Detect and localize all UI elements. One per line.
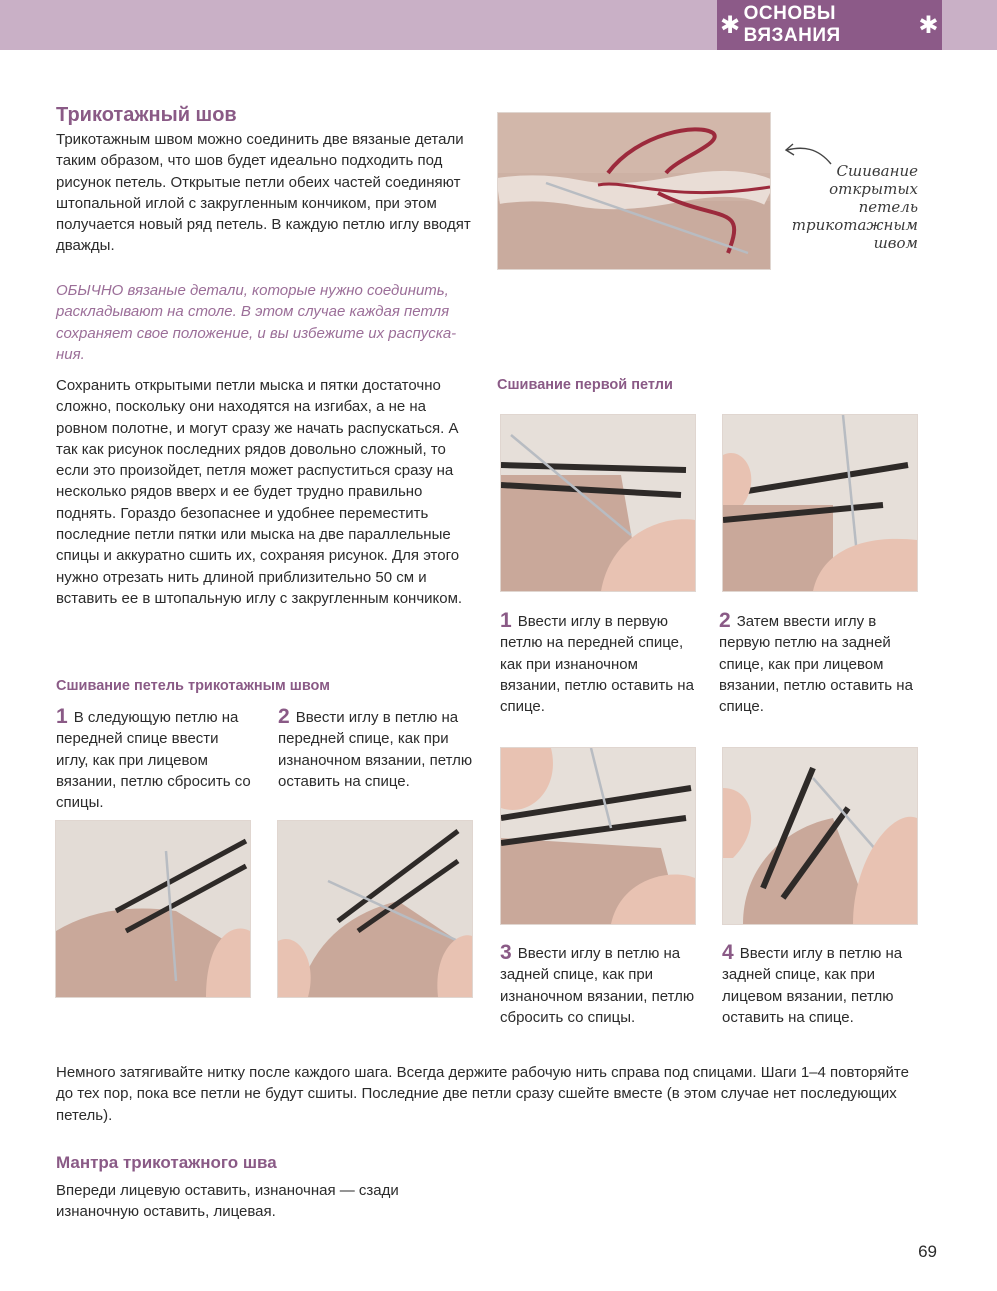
- step-right-3: [500, 942, 700, 1028]
- closing-paragraph: Немного затягивайте нитку после каждого шага. Всегда держите рабочую нить справа под спицами. Шаги 1–4 повторяйте до тех пор, пока все петли не будут сшиты. Последние две петли сразу сшейте вместе (в этом случае нет последующих петель).: [56, 1064, 909, 1124]
- intro-paragraph: Трикотажным швом можно соединить две вязаные детали таким образом, что шов будет идеально подходить под рисунок петель. Открытые петли обеих частей соединяют штопальной иглой с закругленным кончиком, при этом получается новый ряд петель. В каждую петлю иглу вводят дважды.: [56, 131, 471, 255]
- page-number: 69: [918, 1242, 937, 1261]
- step-text: Ввести иглу в петлю на задней спице, как при изнаночном вязании, петлю сбросить со спицы.: [500, 945, 695, 1026]
- step-left-1: [56, 706, 251, 813]
- step-number: 1: [500, 609, 512, 632]
- section-title: ОСНОВЫ ВЯЗАНИЯ: [743, 3, 841, 46]
- photo-right-step-1: [500, 414, 696, 592]
- step-left-2: [278, 706, 473, 792]
- photo-left-step-2: [277, 820, 473, 998]
- mantra-heading: Мантра трикотажного шва: [56, 1153, 277, 1172]
- body-paragraph: Сохранить открытыми петли мыска и пятки достаточно сложно, поскольку они находятся на изгибах, а не на ровном полотне, и могут сразу же начать распускаться. А так как рисунок последних рядов довольно сложный, то если это произойдет, петля может распуститься сразу на несколько рядов вверх и ее будет трудно правильно поднять. Гораздо безопаснее и удобнее переместить последние петли пятки или мыска на две параллельные спицы и аккуратно сшить их, сохраняя рисунок. Для этого нужно отрезать нить длиной приблизительно 50 см и вставить ее в штопальную иглу с закругленным кончиком.: [56, 377, 463, 607]
- step-number: 2: [719, 609, 731, 632]
- section-heading-right: Сшивание первой петли: [497, 377, 673, 393]
- step-text: Ввести иглу в петлю на задней спице, как при лицевом вязании, петлю оставить на спице.: [722, 945, 903, 1026]
- photo-right-step-4: [722, 747, 918, 925]
- photo-grafting-overview: [497, 112, 771, 270]
- step-right-4: [722, 942, 917, 1028]
- step-text: Ввести иглу в первую петлю на передней спице, как при изнаночном вязании, петлю оставить на спице.: [500, 613, 694, 716]
- step-right-2: [719, 610, 914, 717]
- photo-caption: Сшивание открытых петель трикотажным швом: [791, 162, 918, 252]
- step-number: 4: [722, 941, 734, 964]
- section-heading-left: Сшивание петель трикотажным швом: [56, 678, 330, 694]
- star-icon: ✱: [918, 11, 939, 39]
- step-text: Ввести иглу в петлю на передней спице, как при изнаночном вязании, петлю оставить на спице.: [278, 709, 473, 790]
- step-number: 2: [278, 705, 290, 728]
- step-right-1: [500, 610, 700, 717]
- star-icon: ✱: [720, 11, 741, 39]
- photo-right-step-2: [722, 414, 918, 592]
- note-paragraph: ОБЫЧНО вязаные детали, которые нужно соединить, раскладывают на столе. В этом случае каждая петля сохраняет свое положение, и вы избежите их распуска-ния.: [56, 282, 457, 363]
- photo-right-step-3: [500, 747, 696, 925]
- page-title: Трикотажный шов: [56, 104, 237, 126]
- section-tab: [717, 0, 942, 50]
- step-text: В следующую петлю на передней спице ввести иглу, как при лицевом вязании, петлю сбросить со спицы.: [56, 709, 251, 812]
- step-text: Затем ввести иглу в первую петлю на задней спице, как при лицевом вязании, петлю оставить на спице.: [719, 613, 913, 716]
- step-number: 3: [500, 941, 512, 964]
- step-number: 1: [56, 705, 68, 728]
- mantra-text: Впереди лицевую оставить, изнаночная — сзади изнаночную оставить, лицевая.: [56, 1182, 399, 1221]
- photo-left-step-1: [55, 820, 251, 998]
